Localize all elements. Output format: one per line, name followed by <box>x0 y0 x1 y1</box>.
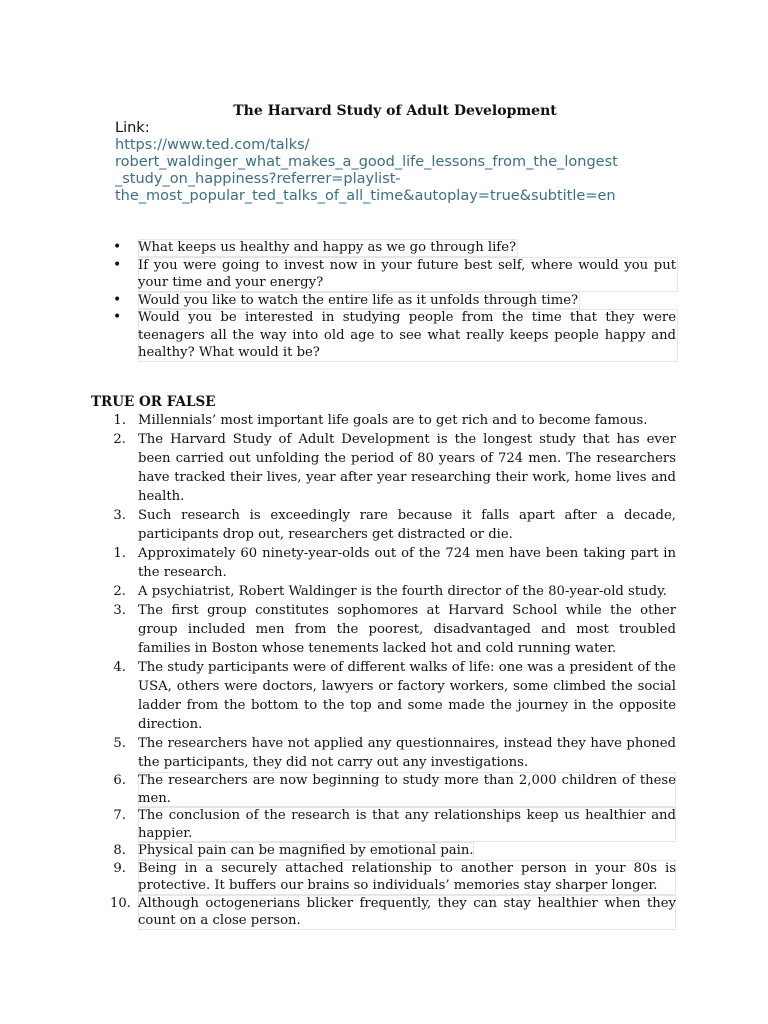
statement-number: 3. <box>113 603 126 618</box>
link-line[interactable]: the_most_popular_ted_talks_of_all_time&autoplay=true&subtitle=en <box>115 188 616 204</box>
statement-text: The researchers are now beginning to study more than 2,000 children of these men. <box>138 773 676 806</box>
question-text: What keeps us healthy and happy as we go through life? <box>138 240 517 255</box>
statement-number: 4. <box>113 660 126 675</box>
question-list <box>112 239 678 362</box>
statement-item <box>110 842 676 860</box>
statement-number: 3. <box>113 508 126 523</box>
statement-number: 7. <box>113 808 126 823</box>
statement-item <box>110 658 676 734</box>
link-block <box>115 120 685 205</box>
statement-text: Millennials’ most important life goals are to get rich and to become famous. <box>138 413 648 428</box>
statement-item <box>110 506 676 544</box>
bullet-icon: • <box>113 291 122 308</box>
ted-talk-link[interactable] <box>115 137 685 205</box>
link-label: Link: <box>115 120 150 136</box>
document-title: The Harvard Study of Adult Development <box>233 103 557 119</box>
statement-item <box>110 734 676 772</box>
statement-text: Such research is exceedingly rare because it falls apart after a decade, participants drop out, researchers get distracted or die. <box>138 508 676 542</box>
statement-item <box>110 582 676 601</box>
question-item <box>112 292 678 310</box>
statement-text: The conclusion of the research is that any relationships keep us healthier and happier. <box>138 808 676 841</box>
bullet-icon: • <box>113 256 122 273</box>
statement-item <box>110 601 676 658</box>
statement-text: The first group constitutes sophomores at Harvard School while the other group included men from the poorest, disadvantaged and most troubled families in Boston whose tenements lacked hot and cold running water. <box>138 603 676 656</box>
statement-text: The Harvard Study of Adult Development is the longest study that has ever been carried out unfolding the period of 80 years of 724 men. The researchers have tracked their lives, year after year researching their work, home lives and health. <box>138 432 676 504</box>
bullet-icon: • <box>113 309 122 325</box>
question-item <box>112 309 678 362</box>
link-line[interactable]: robert_waldinger_what_makes_a_good_life_lessons_from_the_longest <box>115 154 618 170</box>
statement-number: 1. <box>113 413 126 428</box>
statement-item <box>110 411 676 430</box>
statement-item <box>110 772 676 807</box>
statement-text: Approximately 60 ninety-year-olds out of the 724 men have been taking part in the research. <box>138 546 676 580</box>
link-line[interactable]: https://www.ted.com/talks/ <box>115 137 310 153</box>
link-line[interactable]: _study_on_happiness?referrer=playlist- <box>115 171 401 187</box>
statement-text: Being in a securely attached relationship to another person in your 80s is protective. It buffers our brains so individuals’ memories stay sharper longer. <box>138 860 676 893</box>
statement-number: 8. <box>113 843 126 858</box>
bullet-icon: • <box>113 239 122 255</box>
statement-number: 2. <box>113 584 126 599</box>
statement-item <box>110 430 676 506</box>
statement-number: 9. <box>113 860 126 876</box>
statement-text: The study participants were of different walks of life: one was a president of the USA, others were doctors, lawyers or factory workers, some climbed the social ladder from the bottom to the top and some made the journey in the opposite direction. <box>138 660 676 732</box>
statement-item <box>110 544 676 582</box>
question-text: Would you like to watch the entire life as it unfolds through time? <box>138 292 579 308</box>
statement-item <box>110 807 676 842</box>
statement-number: 1. <box>113 546 126 561</box>
true-or-false-heading: TRUE OR FALSE <box>91 394 216 410</box>
statement-item <box>110 860 676 895</box>
true-false-list <box>110 411 676 930</box>
question-item <box>112 257 678 292</box>
question-item <box>112 239 678 257</box>
statement-item <box>110 895 676 930</box>
question-text: If you were going to invest now in your future best self, where would you put your time and your energy? <box>138 257 676 290</box>
statement-number: 5. <box>113 736 126 751</box>
statement-text: Physical pain can be magnified by emotional pain. <box>138 843 474 858</box>
question-text: Would you be interested in studying people from the time that they were teenagers all the way into old age to see what really keeps people happy and healthy? What would it be? <box>138 310 676 360</box>
statement-text: The researchers have not applied any questionnaires, instead they have phoned the participants, they did not carry out any investigations. <box>138 736 676 770</box>
statement-number: 6. <box>113 773 126 788</box>
statement-text: A psychiatrist, Robert Waldinger is the fourth director of the 80-year-old study. <box>138 584 667 599</box>
statement-text: Although octogenerians blicker frequently, they can stay healthier when they count on a close person. <box>138 895 676 928</box>
statement-number: 2. <box>113 432 126 447</box>
statement-number: 10. <box>110 895 131 911</box>
